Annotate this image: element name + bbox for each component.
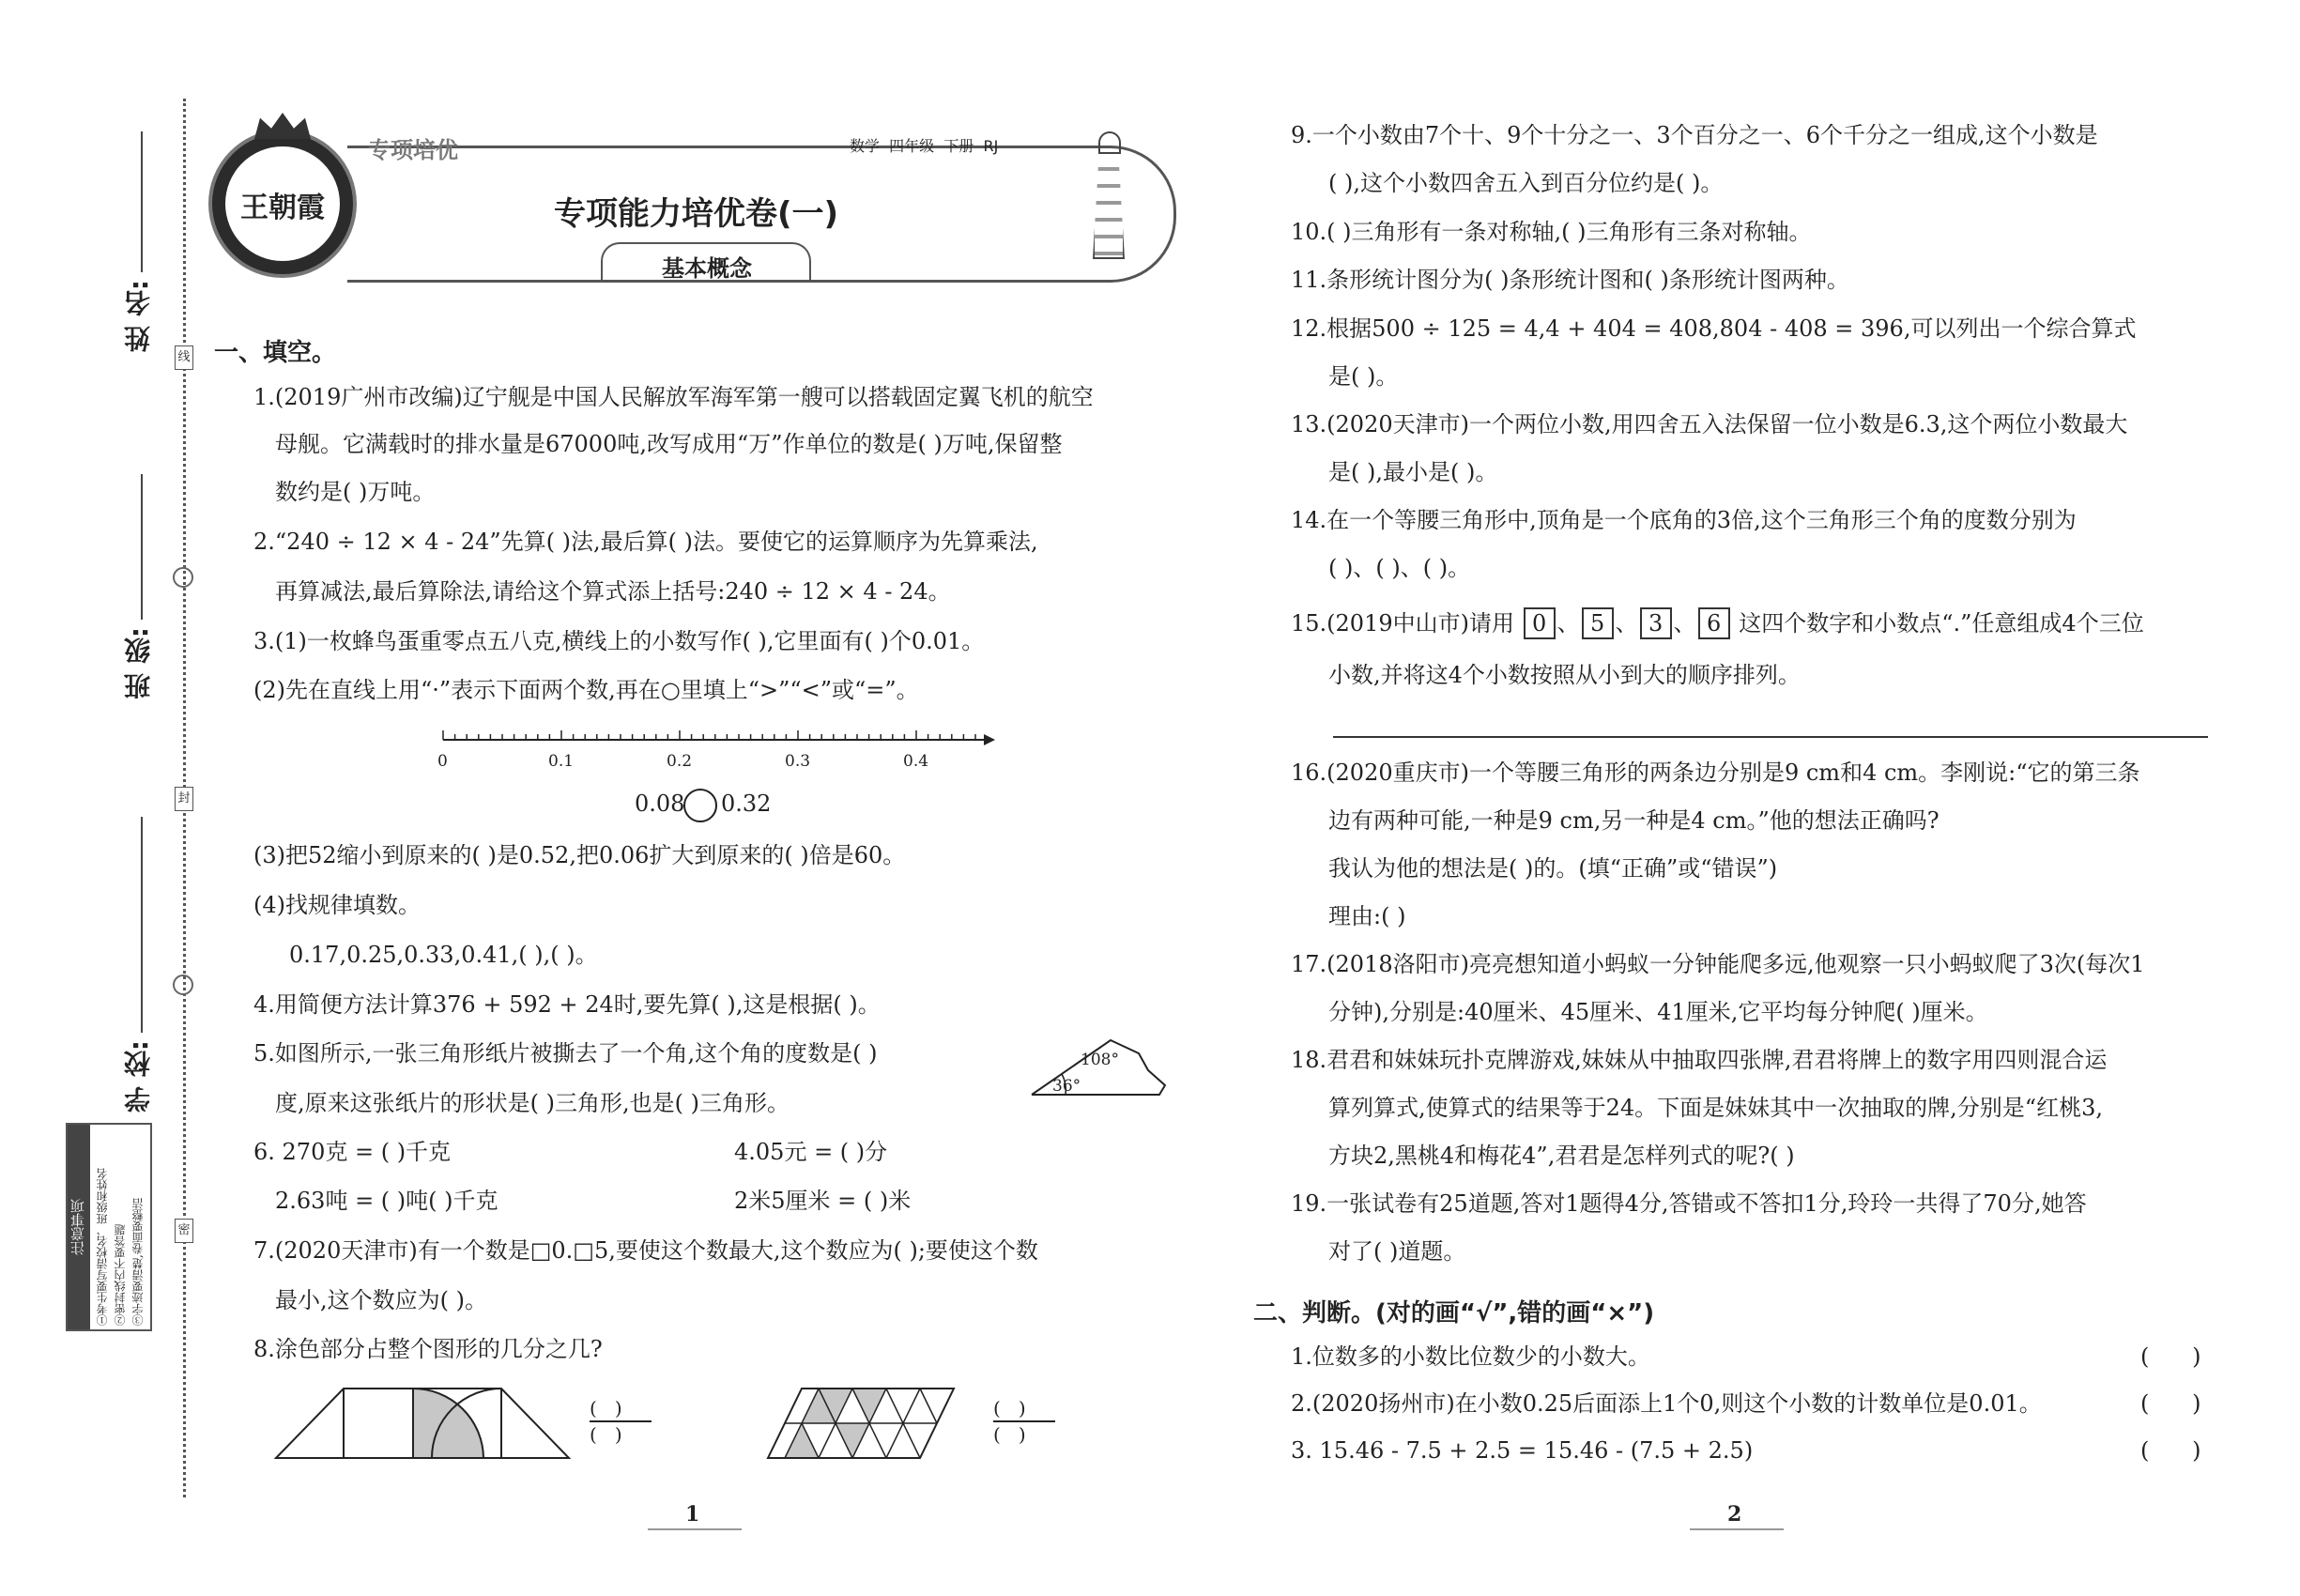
question-7-line2: 最小,这个数应为( )。 [275,1287,487,1313]
question-11: 11.条形统计图分为( )条形统计图和( )条形统计图两种。 [1291,267,1849,293]
numberline-label: 0.3 [785,752,811,770]
fraction-denominator-paren: ( ) [590,1423,622,1446]
shaded-figure-parallelogram [732,1385,958,1460]
angle-label-108: 108° [1081,1051,1119,1069]
notice-item: ②密封线内不要答题 [114,1224,127,1326]
seal-mark-dense: 密 [175,1219,193,1243]
brand-logo [208,130,357,278]
question-2-line2: 再算减法,最后算除法,请给这个算式添上括号:240 ÷ 12 × 4 - 24。 [275,578,951,605]
brand-logo-text: 王朝霞 [240,192,325,224]
question-12-line2: 是( )。 [1328,363,1399,390]
question-15-line2: 小数,并将这4个小数按照从小到大的顺序排列。 [1328,662,1801,688]
header-tag: 专项培优 [368,137,458,163]
question-16-line3: 我认为他的想法是( )的。(填“正确”或“错误”) [1328,855,1778,882]
question-3-part2: (2)先在直线上用“·”表示下面两个数,再在○里填上“>”“<”或“=”。 [253,677,919,703]
question-8: 8.涂色部分占整个图形的几分之几? [253,1336,603,1362]
fraction-numerator-paren: ( ) [590,1397,622,1420]
page-number-left: 1 [685,1502,700,1527]
question-3-part4: (4)找规律填数。 [253,892,421,918]
question-18-line2: 算列算式,使算式的结果等于24。下面是妹妹其中一次抽取的牌,分别是“红桃3, [1328,1095,2103,1121]
compare-right-value: 0.32 [721,790,772,817]
compare-circle[interactable] [683,789,717,822]
binding-hole-icon [173,974,193,995]
question-13-line2: 是( ),最小是( )。 [1328,459,1498,485]
fraction-answer-box[interactable] [590,1397,655,1444]
school-field[interactable] [141,817,143,1033]
question-13-line1: 13.(2020天津市)一个两位小数,用四舍五入法保留一位小数是6.3,这个两位小数最大 [1291,411,2128,437]
seal-mark-seal: 封 [175,787,193,811]
question-1-line3: 数约是( )万吨。 [275,479,436,505]
question-15-suffix: 这四个数字和小数点“.”任意组成4个三位 [1739,610,2144,637]
question-16-line2: 边有两种可能,一种是9 cm,另一种是4 cm。”他的想法正确吗? [1328,807,1940,834]
digit-card: 3 [1640,607,1672,639]
digit-card: 5 [1582,607,1614,639]
compare-left-value: 0.08 [635,790,685,817]
notice-title: 注意事项 [68,1125,90,1329]
angle-label-36: 36° [1052,1077,1081,1096]
class-field[interactable] [141,474,143,620]
name-label: 姓 名: [123,280,154,352]
question-9-line1: 9.一个小数由7个十、9个十分之一、3个百分之一、6个千分之一组成,这个小数是 [1291,122,2098,148]
question-17-line1: 17.(2018洛阳市)亮亮想知道小蚂蚁一分钟能爬多远,他观察一只小蚂蚁爬了3次(每次1 [1291,951,2145,977]
question-14-line1: 14.在一个等腰三角形中,顶角是一个底角的3倍,这个三角形三个角的度数分别为 [1291,507,2077,533]
lighthouse-icon [1089,131,1127,261]
page-number-right: 2 [1727,1502,1742,1527]
notice-item: ①考生要写清校名、班级和姓名 [96,1168,109,1326]
judge-item-3: 3. 15.46 - 7.5 + 2.5 = 15.46 - (7.5 + 2.5) [1291,1437,1754,1464]
notice-box [66,1123,152,1331]
judge-item-1: 1.位数多的小数比位数少的小数大。 [1291,1343,1650,1370]
page-ornament [648,1528,742,1530]
question-2-line1: 2.“240 ÷ 12 × 4 - 24”先算( )法,最后算( )法。要使它的运算顺序为先算乘法, [253,529,1038,555]
question-18-line1: 18.君君和妹妹玩扑克牌游戏,妹妹从中抽取四张牌,君君将牌上的数字用四则混合运 [1291,1047,2108,1073]
question-7-line1: 7.(2020天津市)有一个数是□0.□5,要使这个数最大,这个数应为( );要使这个数 [253,1237,1038,1264]
numberline-label: 0 [437,752,448,770]
question-10: 10.( )三角形有一条对称轴,( )三角形有三条对称轴。 [1291,219,1812,245]
question-18-line3: 方块2,黑桃4和梅花4”,君君是怎样列式的呢?( ) [1328,1143,1795,1169]
number-line [432,723,995,770]
fraction-answer-box[interactable] [993,1397,1059,1444]
question-16-line4: 理由:( ) [1328,903,1406,929]
shaded-figure-trapezoid [272,1385,573,1460]
question-19-line1: 19.一张试卷有25道题,答对1题得4分,答错或不答扣1分,玲玲一共得了70分,她答 [1291,1190,2087,1217]
question-19-line2: 对了( )道题。 [1328,1238,1466,1265]
seal-mark-line: 线 [175,345,193,370]
numberline-label: 0.1 [548,752,575,770]
name-field[interactable] [141,131,143,272]
digit-card: 6 [1698,607,1730,639]
judge-answer-1[interactable]: ( ) [2140,1343,2201,1370]
judge-answer-2[interactable]: ( ) [2140,1390,2201,1417]
question-3-part1: 3.(1)一枚蜂鸟蛋重零点五八克,横线上的小数写作( ),它里面有( )个0.01。 [253,628,985,654]
question-16-line1: 16.(2020重庆市)一个等腰三角形的两条边分别是9 cm和4 cm。李刚说:“它的第三条 [1291,760,2140,786]
judge-item-2: 2.(2020扬州市)在小数0.25后面添上1个0,则这个小数的计数单位是0.01。 [1291,1390,2042,1417]
question-15-prefix: 15.(2019中山市)请用 [1291,610,1514,637]
question-1-line2: 母舰。它满载时的排水量是67000吨,改写成用“万”作单位的数是( )万吨,保留整 [275,431,1063,457]
numberline-label: 0.4 [903,752,929,770]
question-5-line1: 5.如图所示,一张三角形纸片被撕去了一个角,这个角的度数是( ) [253,1040,878,1067]
fraction-denominator-paren: ( ) [993,1423,1026,1446]
numberline-label: 0.2 [667,752,693,770]
question-3-part3: (3)把52缩小到原来的( )是0.52,把0.06扩大到原来的( )倍是60。 [253,842,906,868]
binding-hole-icon [173,567,193,588]
class-label: 班 级: [123,627,154,699]
question-17-line2: 分钟),分别是:40厘米、45厘米、41厘米,它平均每分钟爬( )厘米。 [1328,999,1988,1025]
digit-card: 0 [1524,607,1556,639]
page-title: 专项能力培优卷(一) [554,195,839,233]
question-6-item2: 4.05元 = ( )分 [734,1139,888,1165]
question-14-line2: ( )、( )、( )。 [1328,555,1471,581]
question-15-line1: 15.(2019中山市)请用 0 、 5 、 3 、 6 这四个数字和小数点“.”任意组成4个三位 [1291,607,2144,639]
fraction-numerator-paren: ( ) [993,1397,1026,1420]
question-3-sequence: 0.17,0.25,0.33,0.41,( ),( )。 [289,942,598,968]
question-6-item3: 2.63吨 = ( )吨( )千克 [275,1188,498,1214]
crown-icon [254,113,311,139]
torn-triangle-figure [1028,1033,1169,1100]
page-subtitle: 基本概念 [662,255,752,282]
notice-item: ③字迹要清楚,卷面要整洁 [131,1198,145,1326]
school-label: 学 校: [123,1040,154,1113]
judge-answer-3[interactable]: ( ) [2140,1437,2201,1464]
question-5-line2: 度,原来这张纸片的形状是( )三角形,也是( )三角形。 [275,1090,790,1116]
question-1-line1: 1.(2019广州市改编)辽宁舰是中国人民解放军海军第一艘可以搭载固定翼飞机的航空 [253,384,1094,410]
question-6-item4: 2米5厘米 = ( )米 [734,1188,912,1214]
question-12-line1: 12.根据500 ÷ 125 = 4,4 + 404 = 408,804 - 408 = 396,可以列出一个综合算式 [1291,315,2137,342]
question-4: 4.用简便方法计算376 + 592 + 24时,要先算( ),这是根据( )。 [253,991,881,1018]
question-6-item1: 6. 270克 = ( )千克 [253,1139,452,1165]
question-15-answer-line[interactable] [1333,736,2208,738]
page-ornament [1690,1528,1784,1530]
section-fill-in: 一、填空。 [214,339,337,367]
question-9-line2: ( ),这个小数四舍五入到百分位约是( )。 [1328,170,1724,196]
header-meta: 数学 四年级 下册 RJ [850,137,999,155]
section-judge: 二、判断。(对的画“√”,错的画“×”) [1253,1299,1655,1327]
